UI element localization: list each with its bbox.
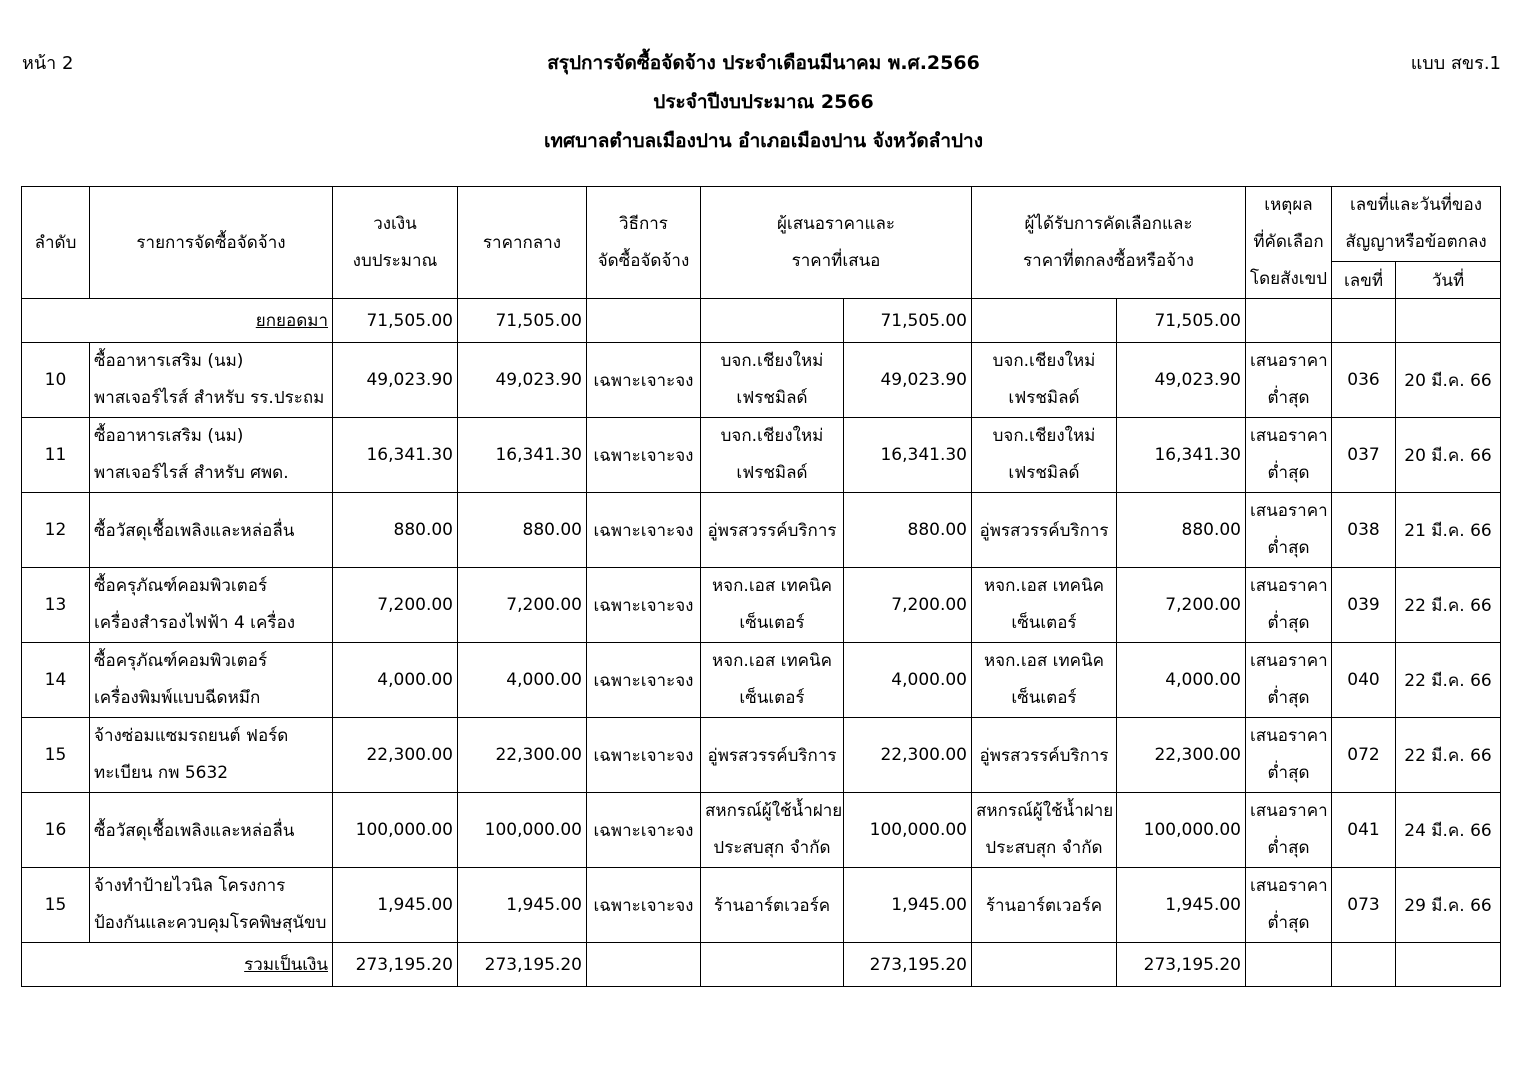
row-contract-no: 072 xyxy=(1332,718,1396,793)
row-reason xyxy=(1246,568,1332,643)
row-winner-line2: เซ็นเตอร์ xyxy=(1011,688,1077,708)
row-budget: 880.00 xyxy=(333,493,458,568)
row-item-line2: พาสเจอร์ไรส์ สำหรับ ศพด. xyxy=(94,463,289,483)
col-contract-date: วันที่ xyxy=(1396,262,1501,299)
row-reason-line2: ต่ำสุด xyxy=(1267,688,1310,708)
row-reason-line1: เสนอราคา xyxy=(1250,501,1328,521)
row-reason-line2: ต่ำสุด xyxy=(1267,763,1310,783)
row-winner xyxy=(972,868,1117,943)
table-row xyxy=(22,493,1501,568)
row-bidder-line2: เฟรชมิลด์ xyxy=(736,388,808,408)
row-median: 4,000.00 xyxy=(458,643,587,718)
row-budget: 22,300.00 xyxy=(333,718,458,793)
col-reason-l3: โดยสังเขป xyxy=(1250,269,1328,289)
row-reason xyxy=(1246,643,1332,718)
fiscal-year: ประจำปีงบประมาณ 2566 xyxy=(653,91,874,113)
row-reason xyxy=(1246,418,1332,493)
row-bidder-line1: หจก.เอส เทคนิค xyxy=(711,651,833,671)
row-reason-line2: ต่ำสุด xyxy=(1267,388,1310,408)
row-winner xyxy=(972,643,1117,718)
row-win-price: 7,200.00 xyxy=(1117,568,1246,643)
row-median: 880.00 xyxy=(458,493,587,568)
row-method: เฉพาะเจาะจง xyxy=(587,418,701,493)
row-contract-no: 038 xyxy=(1332,493,1396,568)
row-reason xyxy=(1246,493,1332,568)
col-contract-l2: สัญญาหรือข้อตกลง xyxy=(1345,232,1487,252)
row-reason-line2: ต่ำสุด xyxy=(1267,538,1310,558)
col-item: รายการจัดซื้อจัดจ้าง xyxy=(90,187,333,299)
row-win-price: 880.00 xyxy=(1117,493,1246,568)
row-winner-line1: อู่พรสวรรค์บริการ xyxy=(979,745,1109,766)
row-bidder-line2: เซ็นเตอร์ xyxy=(739,613,805,633)
col-method-l2: จัดซื้อจัดจ้าง xyxy=(597,250,690,271)
row-median: 7,200.00 xyxy=(458,568,587,643)
row-item-line2: ป้องกันและควบคุมโรคพิษสุนัขบ xyxy=(94,913,327,933)
carry-budget: 71,505.00 xyxy=(333,299,458,343)
table-row xyxy=(22,343,1501,418)
row-winner-line2: เฟรชมิลด์ xyxy=(1008,388,1080,408)
col-seq: ลำดับ xyxy=(22,187,90,299)
row-winner-line1: สหกรณ์ผู้ใช้น้ำฝาย xyxy=(976,801,1114,821)
row-contract-no: 040 xyxy=(1332,643,1396,718)
row-item-line1: ซื้ออาหารเสริม (นม) xyxy=(94,426,244,446)
row-budget: 7,200.00 xyxy=(333,568,458,643)
row-bid-price: 49,023.90 xyxy=(844,343,972,418)
row-reason xyxy=(1246,718,1332,793)
row-method: เฉพาะเจาะจง xyxy=(587,493,701,568)
row-reason-line1: เสนอราคา xyxy=(1250,876,1328,896)
row-bid-price: 1,945.00 xyxy=(844,868,972,943)
col-budget-l1: วงเงิน xyxy=(373,213,417,234)
row-winner-line2: ประสบสุก จำกัด xyxy=(985,838,1103,858)
row-median: 16,341.30 xyxy=(458,418,587,493)
row-bidder xyxy=(701,793,844,868)
row-win-price: 100,000.00 xyxy=(1117,793,1246,868)
row-bidder-line1: สหกรณ์ผู้ใช้น้ำฝาย xyxy=(705,801,843,821)
organization-name: เทศบาลตำบลเมืองปาน อำเภอเมืองปาน จังหวัดลำปาง xyxy=(543,130,983,152)
row-item xyxy=(90,343,333,418)
carry-median: 71,505.00 xyxy=(458,299,587,343)
total-median: 273,195.20 xyxy=(458,943,587,987)
row-winner-line1: หจก.เอส เทคนิค xyxy=(983,651,1105,671)
row-median: 22,300.00 xyxy=(458,718,587,793)
row-contract-date: 24 มี.ค. 66 xyxy=(1396,793,1501,868)
row-winner xyxy=(972,493,1117,568)
row-reason-line2: ต่ำสุด xyxy=(1267,913,1310,933)
row-item-line2: ทะเบียน กพ 5632 xyxy=(94,763,229,783)
row-item xyxy=(90,418,333,493)
row-item xyxy=(90,793,333,868)
row-win-price: 49,023.90 xyxy=(1117,343,1246,418)
row-reason-line1: เสนอราคา xyxy=(1250,726,1328,746)
row-bid-price: 880.00 xyxy=(844,493,972,568)
row-seq: 15 xyxy=(22,718,90,793)
col-winner-l1: ผู้ได้รับการคัดเลือกและ xyxy=(1024,213,1193,234)
row-bidder xyxy=(701,718,844,793)
row-winner-line2: เซ็นเตอร์ xyxy=(1011,613,1077,633)
col-contract-no: เลขที่ xyxy=(1332,262,1396,299)
row-winner-line1: บจก.เชียงใหม่ xyxy=(992,351,1096,371)
table-row xyxy=(22,418,1501,493)
row-budget: 4,000.00 xyxy=(333,643,458,718)
row-item-line1: ซื้อครุภัณฑ์คอมพิวเตอร์ xyxy=(94,651,268,671)
row-reason xyxy=(1246,868,1332,943)
row-reason-line2: ต่ำสุด xyxy=(1267,838,1310,858)
row-contract-no: 073 xyxy=(1332,868,1396,943)
row-median: 100,000.00 xyxy=(458,793,587,868)
row-item-line1: ซื้อวัสดุเชื้อเพลิงและหล่อลื่น xyxy=(94,520,295,541)
row-win-price: 16,341.30 xyxy=(1117,418,1246,493)
row-item-line1: จ้างซ่อมแซมรถยนต์ ฟอร์ด xyxy=(94,726,289,746)
col-reason-l2: ที่คัดเลือก xyxy=(1253,232,1324,252)
row-winner xyxy=(972,718,1117,793)
form-code: แบบ สขร.1 xyxy=(1410,53,1501,74)
row-median: 1,945.00 xyxy=(458,868,587,943)
row-method: เฉพาะเจาะจง xyxy=(587,868,701,943)
row-budget: 16,341.30 xyxy=(333,418,458,493)
row-bidder-line1: อู่พรสวรรค์บริการ xyxy=(707,745,837,766)
row-bid-price: 100,000.00 xyxy=(844,793,972,868)
row-bidder xyxy=(701,493,844,568)
total-budget: 273,195.20 xyxy=(333,943,458,987)
row-winner-line1: หจก.เอส เทคนิค xyxy=(983,576,1105,596)
col-bidder-l1: ผู้เสนอราคาและ xyxy=(776,213,896,234)
row-item-line1: ซื้อวัสดุเชื้อเพลิงและหล่อลื่น xyxy=(94,820,295,841)
col-method-l1: วิธีการ xyxy=(619,213,668,234)
col-median: ราคากลาง xyxy=(458,187,587,299)
row-bidder-line1: บจก.เชียงใหม่ xyxy=(720,426,824,446)
col-contract xyxy=(1332,187,1501,262)
table-row xyxy=(22,643,1501,718)
carry-forward-row xyxy=(22,299,1501,343)
row-bid-price: 4,000.00 xyxy=(844,643,972,718)
total-label: รวมเป็นเงิน xyxy=(22,943,333,987)
row-seq: 15 xyxy=(22,868,90,943)
row-item-line1: ซื้อครุภัณฑ์คอมพิวเตอร์ xyxy=(94,576,268,596)
row-contract-date: 22 มี.ค. 66 xyxy=(1396,643,1501,718)
row-winner-line1: อู่พรสวรรค์บริการ xyxy=(979,520,1109,541)
row-bid-price: 16,341.30 xyxy=(844,418,972,493)
row-seq: 11 xyxy=(22,418,90,493)
row-method: เฉพาะเจาะจง xyxy=(587,643,701,718)
row-method: เฉพาะเจาะจง xyxy=(587,793,701,868)
row-item xyxy=(90,568,333,643)
table-row xyxy=(22,568,1501,643)
total-row xyxy=(22,943,1501,987)
row-budget: 49,023.90 xyxy=(333,343,458,418)
row-winner xyxy=(972,343,1117,418)
row-bidder-line1: บจก.เชียงใหม่ xyxy=(720,351,824,371)
col-method xyxy=(587,187,701,299)
row-seq: 12 xyxy=(22,493,90,568)
row-winner xyxy=(972,568,1117,643)
row-item xyxy=(90,868,333,943)
col-reason xyxy=(1246,187,1332,299)
row-winner-line1: ร้านอาร์ตเวอร์ค xyxy=(985,895,1103,916)
col-budget xyxy=(333,187,458,299)
row-bidder xyxy=(701,418,844,493)
row-reason-line1: เสนอราคา xyxy=(1250,351,1328,371)
row-winner xyxy=(972,418,1117,493)
row-item-line2: เครื่องพิมพ์แบบฉีดหมึก xyxy=(94,688,261,708)
row-item xyxy=(90,493,333,568)
row-seq: 14 xyxy=(22,643,90,718)
row-winner xyxy=(972,793,1117,868)
table-row xyxy=(22,793,1501,868)
row-reason-line2: ต่ำสุด xyxy=(1267,463,1310,483)
row-item-line2: เครื่องสำรองไฟฟ้า 4 เครื่อง xyxy=(94,613,296,633)
row-contract-date: 20 มี.ค. 66 xyxy=(1396,418,1501,493)
carry-bid-price: 71,505.00 xyxy=(844,299,972,343)
row-bidder xyxy=(701,343,844,418)
row-method: เฉพาะเจาะจง xyxy=(587,343,701,418)
row-bidder-line2: ประสบสุก จำกัด xyxy=(713,838,831,858)
row-win-price: 1,945.00 xyxy=(1117,868,1246,943)
table-row xyxy=(22,718,1501,793)
row-contract-date: 22 มี.ค. 66 xyxy=(1396,568,1501,643)
row-winner-line2: เฟรชมิลด์ xyxy=(1008,463,1080,483)
row-reason-line1: เสนอราคา xyxy=(1250,651,1328,671)
row-win-price: 4,000.00 xyxy=(1117,643,1246,718)
col-reason-l1: เหตุผล xyxy=(1264,195,1313,215)
row-contract-no: 037 xyxy=(1332,418,1396,493)
row-reason-line1: เสนอราคา xyxy=(1250,426,1328,446)
row-bidder-line1: อู่พรสวรรค์บริการ xyxy=(707,520,837,541)
row-bidder-line1: หจก.เอส เทคนิค xyxy=(711,576,833,596)
row-contract-no: 039 xyxy=(1332,568,1396,643)
col-bidder xyxy=(701,187,972,299)
row-median: 49,023.90 xyxy=(458,343,587,418)
row-seq: 16 xyxy=(22,793,90,868)
row-reason xyxy=(1246,343,1332,418)
row-bid-price: 22,300.00 xyxy=(844,718,972,793)
row-budget: 100,000.00 xyxy=(333,793,458,868)
table-row xyxy=(22,868,1501,943)
total-win-price: 273,195.20 xyxy=(1117,943,1246,987)
report-title: สรุปการจัดซื้อจัดจ้าง ประจำเดือนมีนาคม พ.ศ.2566 xyxy=(547,52,980,74)
carry-label: ยกยอดมา xyxy=(22,299,333,343)
col-bidder-l2: ราคาที่เสนอ xyxy=(791,250,881,271)
row-bidder xyxy=(701,568,844,643)
row-win-price: 22,300.00 xyxy=(1117,718,1246,793)
row-reason-line1: เสนอราคา xyxy=(1250,801,1328,821)
row-reason-line2: ต่ำสุด xyxy=(1267,613,1310,633)
row-item-line1: ซื้ออาหารเสริม (นม) xyxy=(94,351,244,371)
row-bidder xyxy=(701,868,844,943)
row-winner-line1: บจก.เชียงใหม่ xyxy=(992,426,1096,446)
row-item-line2: พาสเจอร์ไรส์ สำหรับ รร.ประถม xyxy=(94,388,325,408)
col-winner xyxy=(972,187,1246,299)
row-contract-date: 29 มี.ค. 66 xyxy=(1396,868,1501,943)
row-method: เฉพาะเจาะจง xyxy=(587,718,701,793)
row-bid-price: 7,200.00 xyxy=(844,568,972,643)
row-seq: 10 xyxy=(22,343,90,418)
row-method: เฉพาะเจาะจง xyxy=(587,568,701,643)
procurement-table xyxy=(21,186,1501,987)
row-seq: 13 xyxy=(22,568,90,643)
row-contract-date: 20 มี.ค. 66 xyxy=(1396,343,1501,418)
row-contract-no: 036 xyxy=(1332,343,1396,418)
row-reason xyxy=(1246,793,1332,868)
row-bidder-line2: เฟรชมิลด์ xyxy=(736,463,808,483)
row-budget: 1,945.00 xyxy=(333,868,458,943)
row-contract-date: 21 มี.ค. 66 xyxy=(1396,493,1501,568)
row-bidder xyxy=(701,643,844,718)
col-winner-l2: ราคาที่ตกลงซื้อหรือจ้าง xyxy=(1023,250,1194,271)
row-bidder-line1: ร้านอาร์ตเวอร์ค xyxy=(713,895,831,916)
total-bid-price: 273,195.20 xyxy=(844,943,972,987)
row-item xyxy=(90,643,333,718)
col-budget-l2: งบประมาณ xyxy=(352,250,438,271)
row-item xyxy=(90,718,333,793)
col-contract-l1: เลขที่และวันที่ของ xyxy=(1349,195,1483,215)
row-item-line1: จ้างทำป้ายไวนิล โครงการ xyxy=(94,876,286,896)
row-contract-no: 041 xyxy=(1332,793,1396,868)
row-bidder-line2: เซ็นเตอร์ xyxy=(739,688,805,708)
row-reason-line1: เสนอราคา xyxy=(1250,576,1328,596)
page-number: หน้า 2 xyxy=(22,53,74,74)
row-contract-date: 22 มี.ค. 66 xyxy=(1396,718,1501,793)
carry-win-price: 71,505.00 xyxy=(1117,299,1246,343)
